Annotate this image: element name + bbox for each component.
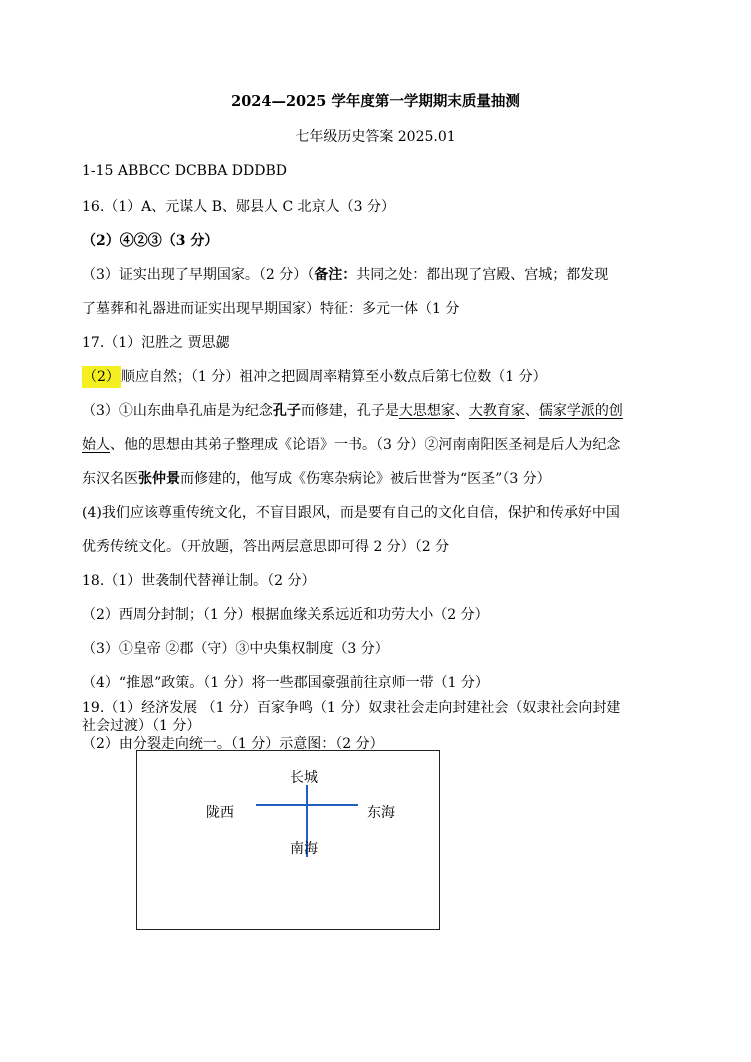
q19-part2: （2）由分裂走向统一。（1 分）示意图：（2 分）: [82, 736, 384, 752]
diagram-label-south: 南海: [290, 841, 318, 857]
q17-part1: 17.（1）氾胜之 贾思勰: [82, 335, 230, 351]
q19-part1-line2: 社会过渡）（1 分）: [82, 718, 201, 734]
diagram-label-east: 东海: [367, 805, 395, 821]
diagram-frame: [136, 750, 440, 930]
q16-part1: 16.（1）A、元谋人 B、郧县人 C 北京人（3 分）: [82, 199, 395, 215]
q17-kongzi: 孔子: [272, 403, 301, 419]
q19-part1-line1: 19.（1）经济发展 （1 分）百家争鸣（1 分）奴隶社会走向封建社会（奴隶社会向封建: [82, 700, 621, 716]
q18-part1: 18.（1）世袭制代替禅让制。（2 分）: [82, 573, 316, 589]
q17-part3-text-a: （3）①山东曲阜孔庙是为纪念: [82, 403, 273, 419]
q18-part4: （4）“推恩”政策。（1 分）将一些郡国豪强前往京师一带（1 分）: [82, 675, 489, 691]
q16-part3-text-b: 共同之处：都出现了宫殿、宫城；都发现: [356, 267, 609, 283]
q17-underline-4: 始人: [82, 437, 110, 453]
q17-part3-text-c: 、他的思想由其弟子整理成《论语》一书。（3 分）②河南南阳医圣祠是后人为纪念: [110, 437, 621, 453]
mc-answers: 1-15 ABBCC DCBBA DDDBD: [82, 163, 287, 179]
q17-part3-line1: [82, 400, 623, 420]
q16-part3-line1: [82, 264, 608, 284]
q16-part2: （2）④②③（3 分）: [82, 233, 219, 249]
q17-part3-text-b: 而修建，孔子是: [300, 403, 399, 419]
diagram-label-north: 长城: [290, 770, 318, 786]
q18-part2: （2）西周分封制；（1 分）根据血缘关系远近和功劳大小（2 分）: [82, 607, 489, 623]
q17-part3-line3: [82, 468, 551, 488]
q16-part3-line2: 了墓葬和礼器进而证实出现早期国家）特征：多元一体（1 分: [82, 301, 460, 317]
q17-part3-text-d: 东汉名医: [82, 471, 138, 487]
q18-part3: （3）①皇帝 ②郡（守）③中央集权制度（3 分）: [82, 641, 389, 657]
q17-part3-text-e: 而修建的，他写成《伤寒杂病论》被后世誉为“医圣”（3 分）: [180, 471, 551, 487]
q17-sep-2: 、: [524, 403, 539, 419]
q17-part2-marker: （2）: [82, 366, 121, 388]
q17-part4-line2: 优秀传统文化。（开放题，答出两层意思即可得 2 分）（2 分: [82, 539, 450, 555]
q17-underline-3: 儒家学派的创: [538, 403, 623, 419]
q16-note-label: 备注：: [314, 267, 357, 283]
q17-part2: [82, 366, 547, 386]
q17-part4-line1: (4)我们应该尊重传统文化，不盲目跟风，而是要有自己的文化自信，保护和传承好中国: [82, 505, 620, 521]
diagram-label-west: 陇西: [206, 805, 234, 821]
q16-part3-text-a: （3）证实出现了早期国家。（2 分）（: [82, 267, 315, 283]
page-subtitle: 七年级历史答案 2025.01: [295, 129, 456, 145]
q17-sep-1: 、: [454, 403, 469, 419]
q17-underline-1: 大思想家: [398, 403, 455, 419]
q17-part3-line2: [82, 434, 620, 454]
q17-zhangzhongjing: 张仲景: [138, 471, 180, 487]
q17-part2-text: 顺应自然；（1 分）祖冲之把圆周率精算至小数点后第七位数（1 分）: [120, 369, 547, 385]
q17-underline-2: 大教育家: [468, 403, 525, 419]
page-title: 2024—2025 学年度第一学期期末质量抽测: [231, 93, 520, 110]
